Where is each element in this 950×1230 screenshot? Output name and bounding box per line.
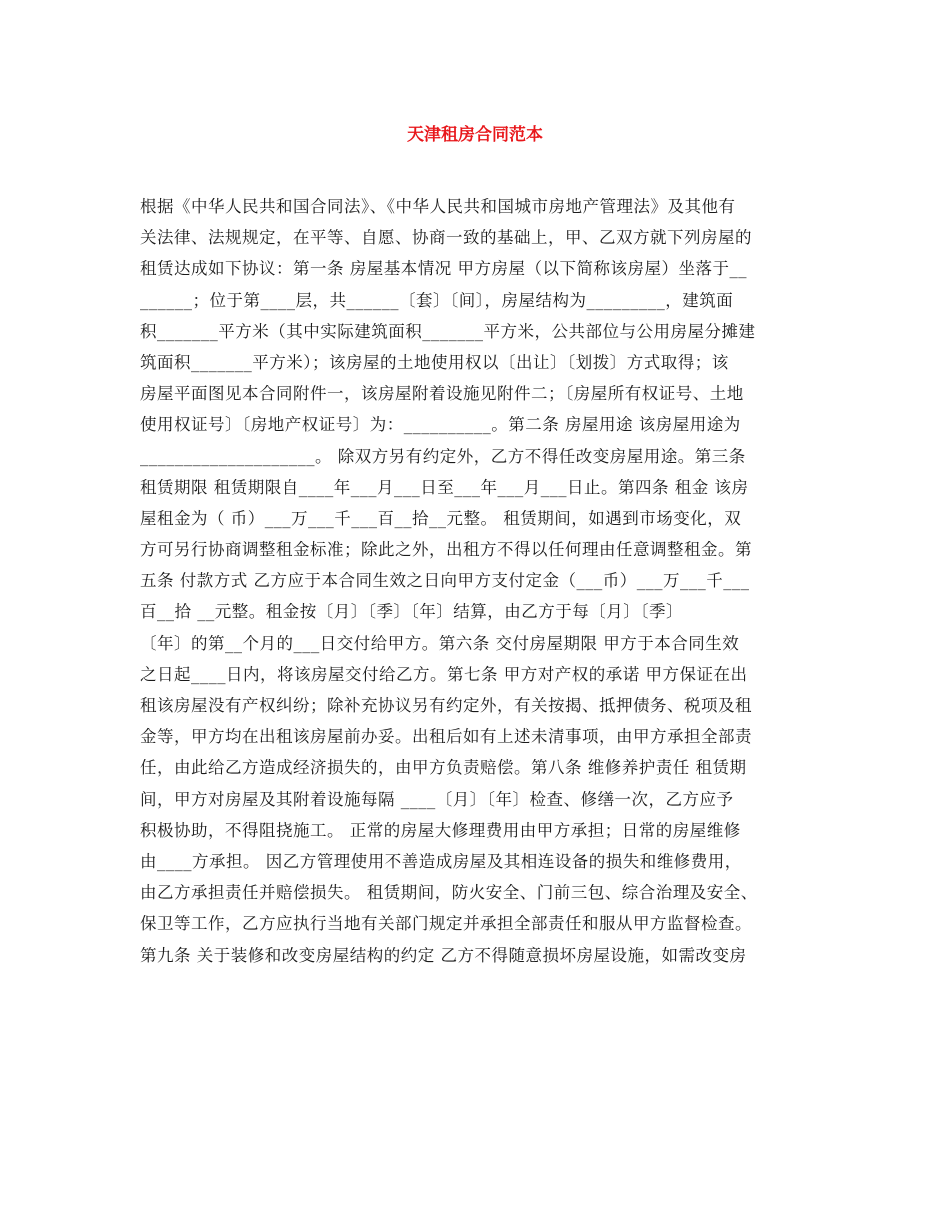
- body-line: 第九条 关于装修和改变房屋结构的约定 乙方不得随意损坏房屋设施，如需改变房: [140, 945, 747, 965]
- body-line: 之日起____日内，将该房屋交付给乙方。第七条 甲方对产权的承诺 甲方保证在出: [140, 664, 748, 684]
- body-line: 租赁期限 租赁期限自____年___月___日至___年___月___日止。第四条 租金 该房: [140, 477, 749, 497]
- body-line: 房屋平面图见本合同附件一，该房屋附着设施见附件二；〔房屋所有权证号、土地: [140, 384, 744, 404]
- body-line: 间，甲方对房屋及其附着设施每隔 ____〔月〕〔年〕检查、修缮一次，乙方应予: [140, 789, 734, 809]
- body-line: 〔年〕的第__个月的___日交付给甲方。第六条 交付房屋期限 甲方于本合同生效: [140, 633, 740, 653]
- body-line: 百__拾 __元整。租金按〔月〕〔季〕〔年〕结算，由乙方于每〔月〕〔季〕: [140, 602, 683, 622]
- body-line: 屋租金为（ 币）___万___千___百__拾__元整。 租赁期间，如遇到市场变化，双: [140, 508, 742, 528]
- body-line: 根据《中华人民共和国合同法》、《中华人民共和国城市房地产管理法》及其他有: [140, 197, 736, 216]
- body-line: 任，由此给乙方造成经济损失的，由甲方负责赔偿。第八条 维修养护责任 租赁期: [140, 758, 747, 778]
- body-line: 租赁达成如下协议：第一条 房屋基本情况 甲方房屋（以下简称该房屋）坐落于__: [140, 259, 747, 279]
- body-line: 金等，甲方均在出租该房屋前办妥。出租后如有上述未清事项，由甲方承担全部责: [140, 727, 752, 747]
- body-line: 由乙方承担责任并赔偿损失。 租赁期间，防火安全、门前三包、综合治理及安全、: [140, 883, 758, 903]
- body-line: ______；位于第____层，共______〔套〕〔间〕，房屋结构为_________，建筑面: [140, 290, 734, 310]
- body-line: 关法律、法规规定，在平等、自愿、协商一致的基础上，甲、乙双方就下列房屋的: [140, 228, 752, 248]
- body-line: 筑面积_______平方米）；该房屋的土地使用权以〔出让〕〔划拨〕方式取得；该: [140, 352, 729, 372]
- body-line: 积_______平方米（其中实际建筑面积_______平方米，公共部位与公用房屋分摊建: [140, 321, 756, 341]
- body-line: 使用权证号〕〔房地产权证号〕为：__________。第二条 房屋用途 该房屋用途为: [140, 415, 741, 435]
- body-line: 五条 付款方式 乙方应于本合同生效之日向甲方支付定金（___币）___万___千___: [140, 571, 750, 591]
- contract-body: [140, 191, 820, 971]
- document-title: 天津租房合同范本: [407, 125, 543, 145]
- body-line: 租该房屋没有产权纠纷；除补充协议另有约定外，有关按揭、抵押债务、税项及租: [140, 696, 752, 715]
- body-line: ____________________。 除双方另有约定外，乙方不得任改变房屋用途。第三条: [140, 446, 746, 466]
- body-line: 积极协助，不得阻挠施工。 正常的房屋大修理费用由甲方承担；日常的房屋维修: [140, 820, 741, 840]
- body-line: 保卫等工作，乙方应执行当地有关部门规定并承担全部责任和服从甲方监督检查。: [140, 914, 752, 934]
- body-line: 由____方承担。 因乙方管理使用不善造成房屋及其相连设备的损失和维修费用，: [140, 851, 742, 871]
- body-line: 方可另行协商调整租金标准；除此之外，出租方不得以任何理由任意调整租金。第: [140, 540, 752, 560]
